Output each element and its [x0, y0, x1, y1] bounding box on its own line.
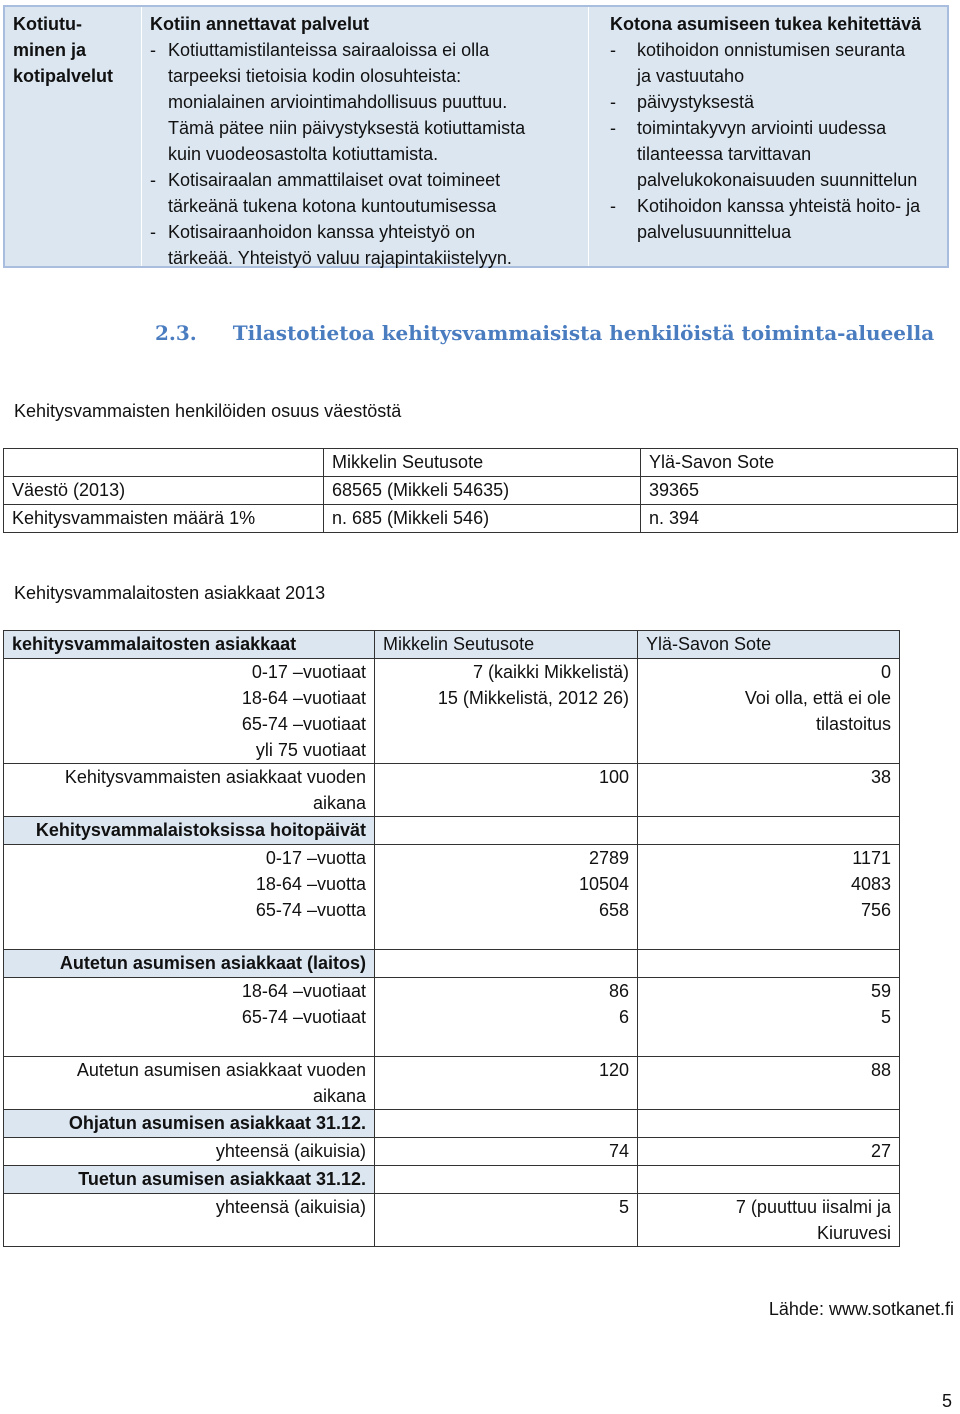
development-cell: [589, 7, 949, 266]
table-cell: [375, 950, 638, 978]
bullet-item: [150, 219, 588, 271]
age-label: 65-74 –vuotiaat: [241, 1007, 366, 1027]
bullet-line: kuin vuodeosastolta kotiuttamista.: [168, 144, 439, 164]
bullet-line: Tämä pätee niin päivystyksestä kotiuttamista: [168, 118, 526, 138]
section-title-cell: Kehitysvammalaistoksissa hoitopäivät: [4, 817, 375, 845]
label-line: Kehitysvammaisten asiakkaat vuoden: [64, 767, 366, 787]
row-title-line: Kotiutu-: [13, 14, 82, 34]
table-cell: [375, 1110, 638, 1138]
label-line: Autetun asumisen asiakkaat vuoden: [76, 1060, 366, 1080]
value: 88: [638, 1057, 900, 1110]
row-label: yhteensä (aikuisia): [4, 1194, 375, 1247]
row-label: [4, 764, 375, 817]
mikkeli-values: [375, 978, 638, 1057]
table-row: [4, 950, 900, 978]
bullet-item: [150, 37, 588, 167]
table-header-cell: kehitysvammalaitosten asiakkaat: [4, 631, 375, 659]
bullet-line: palvelukokonaisuuden suunnittelun: [637, 170, 918, 190]
value: 1171: [852, 848, 891, 868]
ylasavo-values: [638, 978, 900, 1057]
value-multiline: [638, 1194, 900, 1247]
value: 2789: [588, 848, 629, 868]
table-row: [4, 1057, 900, 1110]
bullet-dash: -: [150, 222, 156, 242]
table-header-row: [4, 449, 958, 477]
table-cell: n. 685 (Mikkeli 546): [324, 505, 641, 533]
institution-clients-table: [3, 630, 900, 1247]
bullet-item: [610, 37, 949, 89]
table-cell: 68565 (Mikkeli 54635): [324, 477, 641, 505]
mikkeli-values: [375, 659, 638, 764]
section-heading: [155, 318, 934, 348]
blank-line: [12, 1030, 366, 1056]
bullet-line: päivystyksestä: [637, 92, 755, 112]
age-label: 18-64 –vuotiaat: [241, 688, 366, 708]
bullet-line: kotihoidon onnistumisen seuranta: [637, 40, 906, 60]
table-cell: 39365: [641, 477, 958, 505]
value: 100: [375, 764, 638, 817]
table-cell: [375, 817, 638, 845]
bullet-dash: -: [610, 40, 616, 60]
section-title-cell: Autetun asumisen asiakkaat (laitos): [4, 950, 375, 978]
bullet-item: [150, 167, 588, 219]
table-row: [4, 505, 958, 533]
table-cell: Väestö (2013): [4, 477, 324, 505]
table-row: [4, 817, 900, 845]
development-title: Kotona asumiseen tukea kehitettävä: [610, 14, 922, 34]
value: 7 (kaikki Mikkelistä): [472, 662, 629, 682]
age-label: 18-64 –vuotta: [255, 874, 366, 894]
table-row: [4, 764, 900, 817]
bullet-line: tärkeänä tukena kotona kuntoutumisessa: [168, 196, 497, 216]
value: 658: [598, 900, 629, 920]
value: 10504: [578, 874, 629, 894]
bullet-line: tarpeeksi tietoisia kodin olosuhteista:: [168, 66, 462, 86]
table-cell: [638, 1166, 900, 1194]
bullet-line: toimintakyvyn arviointi uudessa: [637, 118, 887, 138]
home-services-title: Kotiin annettavat palvelut: [150, 14, 370, 34]
bullet-item: [610, 89, 949, 115]
row-title-line: kotipalvelut: [13, 66, 114, 86]
age-group-labels: [4, 845, 375, 950]
table-header-cell: Ylä-Savon Sote: [638, 631, 900, 659]
services-table: [3, 5, 949, 268]
table-cell: Ylä-Savon Sote: [641, 449, 958, 477]
value: 120: [375, 1057, 638, 1110]
value: 4083: [850, 874, 891, 894]
age-label: 65-74 –vuotiaat: [241, 714, 366, 734]
bullet-line: tärkeää. Yhteistyö valuu rajapintakiistelyyn.: [168, 248, 512, 268]
bullet-dash: -: [150, 170, 156, 190]
stats-table-title: Kehitysvammaisten henkilöiden osuus väestöstä: [14, 401, 402, 421]
table-header-cell: Mikkelin Seutusote: [375, 631, 638, 659]
section-number: 2.3.: [155, 321, 197, 345]
ylasavo-values: [638, 659, 900, 764]
value: 86: [608, 981, 629, 1001]
table-cell: Mikkelin Seutusote: [324, 449, 641, 477]
bullet-line: Kotihoidon kanssa yhteistä hoito- ja: [637, 196, 921, 216]
value: 5: [375, 1194, 638, 1247]
value: 0: [880, 662, 891, 682]
value-line: Kiuruvesi: [816, 1223, 891, 1243]
table-cell: n. 394: [641, 505, 958, 533]
bullet-line: monialainen arviointimahdollisuus puuttuu.: [168, 92, 508, 112]
bullet-dash: -: [610, 118, 616, 138]
table-row: [4, 477, 958, 505]
table-cell: [375, 1166, 638, 1194]
mikkeli-values: [375, 845, 638, 950]
table-row: [4, 1194, 900, 1247]
table-row: [4, 845, 900, 950]
value: 38: [638, 764, 900, 817]
table-cell: [638, 1110, 900, 1138]
value: 15 (Mikkelistä, 2012 26): [437, 688, 629, 708]
table-row: [4, 978, 900, 1057]
table-row: [4, 1166, 900, 1194]
row-title-cell: [5, 7, 142, 266]
bullet-dash: -: [610, 196, 616, 216]
table-cell: [638, 950, 900, 978]
value: 5: [880, 1007, 891, 1027]
bullet-item: [610, 115, 949, 193]
bullet-line: Kotisairaalan ammattilaiset ovat toimineet: [168, 170, 501, 190]
age-label: 0-17 –vuotiaat: [251, 662, 366, 682]
value: 27: [638, 1138, 900, 1166]
table-cell: [4, 449, 324, 477]
value: 74: [375, 1138, 638, 1166]
value: Voi olla, että ei ole: [744, 688, 891, 708]
section-title-cell: Tuetun asumisen asiakkaat 31.12.: [4, 1166, 375, 1194]
bullet-item: [610, 193, 949, 245]
section-title: Tilastotietoa kehitysvammaisista henkilöistä toiminta-alueella: [232, 321, 935, 345]
table-row: [4, 1138, 900, 1166]
bullet-dash: -: [610, 92, 616, 112]
label-line: aikana: [312, 1086, 366, 1106]
bullet-line: Kotisairaanhoidon kanssa yhteistyö on: [168, 222, 476, 242]
bullet-line: ja vastuutaho: [637, 66, 745, 86]
value: 59: [870, 981, 891, 1001]
value: tilastoitus: [815, 714, 891, 734]
clients-table-title: Kehitysvammalaitosten asiakkaat 2013: [14, 583, 326, 603]
age-label: 0-17 –vuotta: [265, 848, 366, 868]
value-line: 7 (puuttuu iisalmi ja: [735, 1197, 891, 1217]
value: 6: [618, 1007, 629, 1027]
population-stats-table: [3, 448, 958, 533]
age-label: 18-64 –vuotiaat: [241, 981, 366, 1001]
age-group-labels: [4, 978, 375, 1057]
age-label: 65-74 –vuotta: [255, 900, 366, 920]
age-label: yli 75 vuotiaat: [255, 740, 366, 760]
bullet-line: palvelusuunnittelua: [637, 222, 792, 242]
table-row: [4, 1110, 900, 1138]
ylasavo-values: [638, 845, 900, 950]
table-cell: [638, 817, 900, 845]
age-group-labels: [4, 659, 375, 764]
table-row: [4, 659, 900, 764]
row-label: yhteensä (aikuisia): [4, 1138, 375, 1166]
table-cell: Kehitysvammaisten määrä 1%: [4, 505, 324, 533]
bullet-line: tilanteessa tarvittavan: [637, 144, 812, 164]
value: 756: [860, 900, 891, 920]
source-note: Lähde: www.sotkanet.fi: [768, 1299, 954, 1319]
label-line: aikana: [312, 793, 366, 813]
bullet-line: Kotiuttamistilanteissa sairaaloissa ei olla: [168, 40, 490, 60]
blank-line: [12, 923, 366, 949]
page-number: 5: [941, 1391, 952, 1411]
bullet-dash: -: [150, 40, 156, 60]
row-label: [4, 1057, 375, 1110]
home-services-cell: [142, 7, 589, 266]
row-title-line: minen ja: [13, 40, 87, 60]
table-header-row: [4, 631, 900, 659]
section-title-cell: Ohjatun asumisen asiakkaat 31.12.: [4, 1110, 375, 1138]
